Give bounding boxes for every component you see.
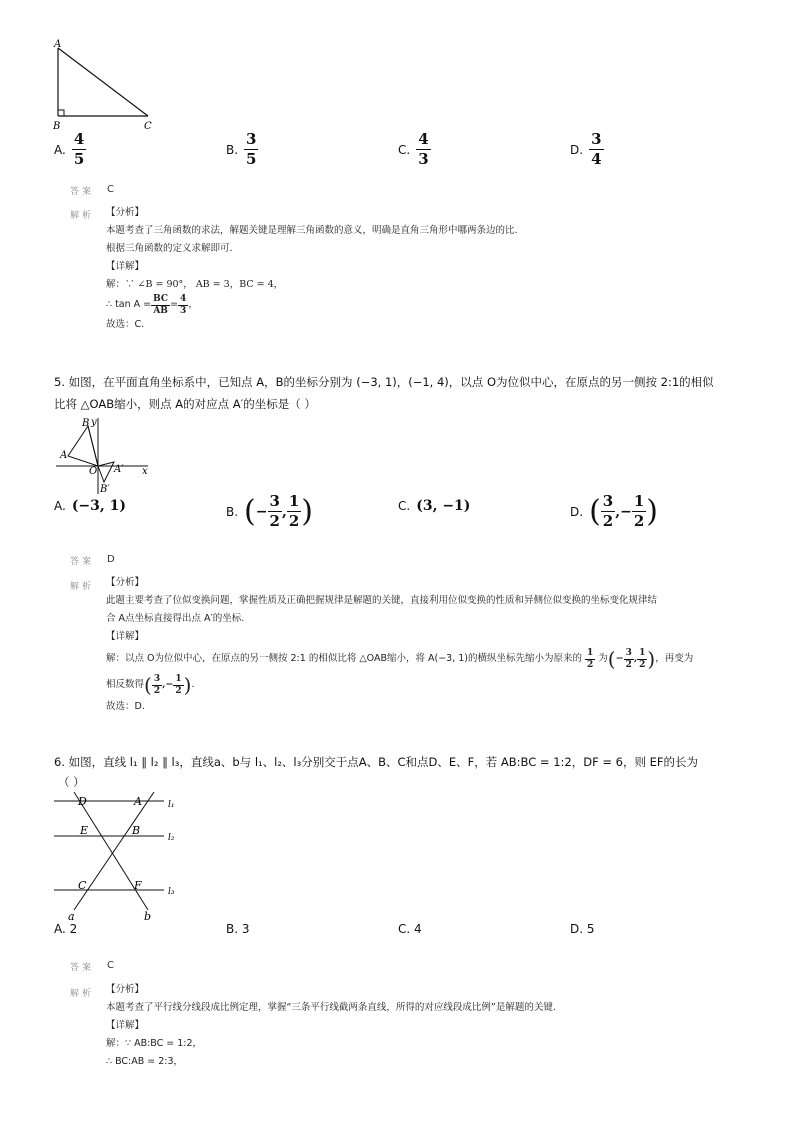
q5-label-x: x	[142, 466, 148, 477]
q6-option-b[interactable]: B. 3	[226, 922, 250, 936]
q5-label-b: B	[82, 418, 90, 429]
q6-label-b: B	[132, 824, 141, 837]
q5-answer: D	[107, 554, 115, 565]
q5-coordinate-figure	[52, 412, 162, 496]
q4-analysis-line1: 本题考查了三角函数的求法，解题关键是理解三角函数的意义，明确是直角三角形中哪两条边的比.	[106, 225, 518, 236]
q4-answer-label: 答案	[70, 187, 95, 197]
q6-option-c[interactable]: C. 4	[398, 922, 422, 936]
q6-label-l3: l₃	[168, 887, 175, 897]
q5-detail-heading: 【详解】	[106, 631, 145, 642]
q4-analysis-heading: 【分析】	[106, 207, 145, 218]
q4-triangle-figure	[48, 36, 158, 132]
q6-analysis-heading: 【分析】	[106, 984, 145, 995]
q6-label-l2: l₂	[168, 833, 175, 843]
q4-option-c[interactable]: C. $\frac{4}{3}$	[398, 130, 429, 168]
q6-option-a[interactable]: A. 2	[54, 922, 78, 936]
q5-label-y: y	[91, 417, 97, 428]
q4-label-b: B	[53, 121, 61, 132]
q5-analysis-heading: 【分析】	[106, 577, 145, 588]
q4-option-a[interactable]: A. $\frac{4}{5}$	[54, 130, 85, 168]
q5-option-b[interactable]: B. ( − $\frac{3}{2}$ , $\frac{1}{2}$ )	[226, 492, 313, 530]
q4-analysis-line2: 根据三角函数的定义求解即可.	[106, 243, 233, 254]
q6-label-d: D	[78, 795, 87, 808]
q5-conclusion: 故选：D.	[106, 701, 145, 712]
q6-answer-label: 答案	[70, 963, 95, 973]
q5-label-a-prime: A′	[114, 464, 124, 475]
q5-stem-line1: 5. 如图，在平面直角坐标系中，已知点 A，B的坐标分别为 (−3, 1)，(−1, 4)，以点 O为位似中心，在原点的另一侧按 2:1的相似	[54, 375, 714, 389]
q6-label-e: E	[80, 824, 89, 837]
q4-answer: C	[107, 184, 114, 195]
q6-detail-line2: ∴ BC:AB = 2:3，	[106, 1056, 184, 1067]
q4-detail-heading: 【详解】	[106, 261, 145, 272]
q6-stem-line2: （ ）	[58, 775, 85, 789]
q6-label-l1: l₁	[168, 800, 175, 810]
q5-analysis	[106, 574, 693, 716]
q6-detail-heading: 【详解】	[106, 1020, 145, 1031]
q5-option-d[interactable]: D. ( $\frac{3}{2}$ , − $\frac{1}{2}$ )	[570, 492, 658, 530]
q6-label-f: F	[134, 879, 142, 892]
q5-answer-label: 答案	[70, 557, 95, 567]
q6-parallel-lines-figure	[50, 792, 190, 922]
q4-detail-line1: 解：∵ ∠B = 90°， AB = 3，BC = 4，	[106, 279, 284, 290]
q5-analysis-line2: 合 A点坐标直接得出点 A′的坐标.	[106, 613, 245, 624]
q4-label-c: C	[144, 121, 152, 132]
q6-answer: C	[107, 960, 114, 971]
q5-analysis-line1: 此题主要考查了位似变换问题，掌握性质及正确把握规律是解题的关键，直接利用位似变换的性质和异侧位似变换的坐标变化规律结	[106, 595, 658, 606]
q5-analysis-label: 解析	[70, 582, 95, 592]
q4-detail-line2: ∴ tan A = $\frac{BC}{AB}$ = $\frac{4}{3}$ ，	[106, 293, 198, 316]
q6-option-d[interactable]: D. 5	[570, 922, 595, 936]
q6-label-c: C	[78, 879, 87, 892]
q4-conclusion: 故选：C.	[106, 319, 145, 330]
q4-option-b[interactable]: B. $\frac{3}{5}$	[226, 130, 257, 168]
q6-analysis	[106, 981, 556, 1071]
q6-stem-line1: 6. 如图，直线 l₁ ∥ l₂ ∥ l₃，直线a、b与 l₁、l₂、l₃分别交于点A、B、C和点D、E、F，若 AB:BC = 1:2，DF = 6，则 EF的长为	[54, 755, 698, 769]
q5-option-c[interactable]: C. (3, −1)	[398, 498, 471, 514]
q5-option-a[interactable]: A. (−3, 1)	[54, 498, 127, 514]
q4-label-a: A	[54, 39, 62, 50]
q6-label-a: A	[134, 795, 142, 808]
q4-analysis-label: 解析	[70, 211, 95, 221]
q6-label-line-a: a	[68, 910, 75, 922]
q5-stem-line2: 比将 △OAB缩小，则点 A的对应点 A′的坐标是（ ）	[54, 397, 316, 411]
q5-detail-line1: 解：以点 O为位似中心，在原点的另一侧按 2:1 的相似比将 △OAB缩小，将 A(−3, 1)的横纵坐标先缩小为原来的 $\frac{1}{2}$ 为 ( − $\frac{3}{2}$ , $\frac{1}{2}$ ) ，再变为	[106, 647, 694, 671]
q5-label-a: A	[60, 450, 68, 461]
q6-label-line-b: b	[144, 910, 152, 922]
q5-label-o: O	[89, 466, 98, 477]
q6-analysis-label: 解析	[70, 989, 95, 999]
q4-analysis	[106, 204, 518, 334]
q5-label-b-prime: B′	[100, 484, 110, 495]
q6-analysis-line1: 本题考查了平行线分线段成比例定理，掌握“三条平行线截两条直线，所得的对应线段成比例”是解题的关键.	[106, 1002, 556, 1013]
q5-detail-line2: 相反数得 ( $\frac{3}{2}$ , − $\frac{1}{2}$ ) .	[106, 673, 195, 697]
q6-detail-line1: 解：∵ AB:BC = 1:2，	[106, 1038, 203, 1049]
q4-option-d[interactable]: D. $\frac{3}{4}$	[570, 130, 602, 168]
